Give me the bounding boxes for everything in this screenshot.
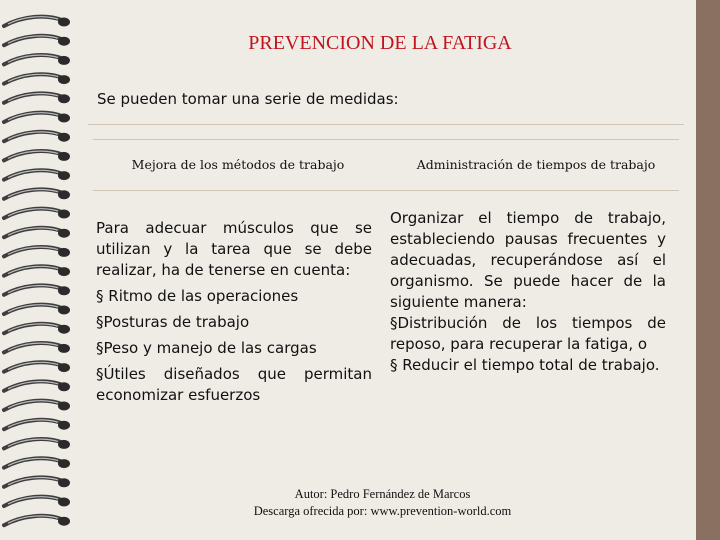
binding-ring bbox=[4, 305, 70, 315]
list-item: § Ritmo de las operaciones bbox=[96, 287, 299, 305]
binding-ring bbox=[4, 439, 70, 449]
list-item: §Peso y manejo de las cargas bbox=[96, 339, 317, 357]
binding-ring bbox=[4, 324, 70, 334]
binding-ring bbox=[4, 132, 70, 142]
left-column-lead: Para adecuar músculos que se utilizan y la tarea que se debe realizar, ha de tenerse en cuenta: bbox=[96, 219, 372, 279]
binding-ring bbox=[4, 420, 70, 430]
list-item: § Reducir el tiempo total de trabajo. bbox=[390, 356, 660, 374]
binding-ring bbox=[4, 401, 70, 411]
binding-ring bbox=[4, 266, 70, 276]
binding-ring bbox=[4, 228, 70, 238]
footer-author: Autor: Pedro Fernández de Marcos bbox=[294, 487, 471, 501]
binding-ring bbox=[4, 189, 70, 199]
binding-ring bbox=[4, 497, 70, 507]
binding-ring bbox=[4, 74, 70, 84]
divider bbox=[88, 124, 684, 125]
page-title: PREVENCION DE LA FATIGA bbox=[248, 32, 512, 54]
binding-ring bbox=[4, 93, 70, 103]
list-item: §Posturas de trabajo bbox=[96, 313, 250, 331]
column-headings bbox=[93, 139, 679, 191]
binding-ring bbox=[4, 285, 70, 295]
spiral-binding bbox=[0, 0, 80, 540]
binding-ring bbox=[4, 381, 70, 391]
binding-ring bbox=[4, 362, 70, 372]
right-column-lead: Organizar el tiempo de trabajo, estableciendo pausas frecuentes y adecuadas, recuperándose así el organismo. Se puede hacer de la siguiente manera: bbox=[390, 209, 666, 311]
binding-ring bbox=[4, 209, 70, 219]
binding-ring bbox=[4, 458, 70, 468]
binding-ring bbox=[4, 477, 70, 487]
binding-ring bbox=[4, 113, 70, 123]
binding-ring bbox=[4, 343, 70, 353]
binding-ring bbox=[4, 151, 70, 161]
binding-ring bbox=[4, 170, 70, 180]
intro-text: Se pueden tomar una serie de medidas: bbox=[97, 90, 399, 108]
binding-ring bbox=[4, 247, 70, 257]
binding-ring bbox=[4, 55, 70, 65]
binding-ring bbox=[4, 516, 70, 526]
list-item: §Útiles diseñados que permitan economizar esfuerzos bbox=[96, 365, 372, 404]
footer-source: Descarga ofrecida por: www.prevention-world.com bbox=[253, 504, 512, 518]
left-column-heading: Mejora de los métodos de trabajo bbox=[131, 157, 345, 172]
right-column bbox=[390, 208, 666, 376]
list-item: §Distribución de los tiempos de reposo, para recuperar la fatiga, o bbox=[390, 314, 666, 353]
binding-ring bbox=[4, 17, 70, 27]
footer bbox=[200, 486, 565, 520]
left-column bbox=[96, 218, 372, 406]
right-column-heading: Administración de tiempos de trabajo bbox=[416, 157, 656, 172]
binding-ring bbox=[4, 36, 70, 46]
